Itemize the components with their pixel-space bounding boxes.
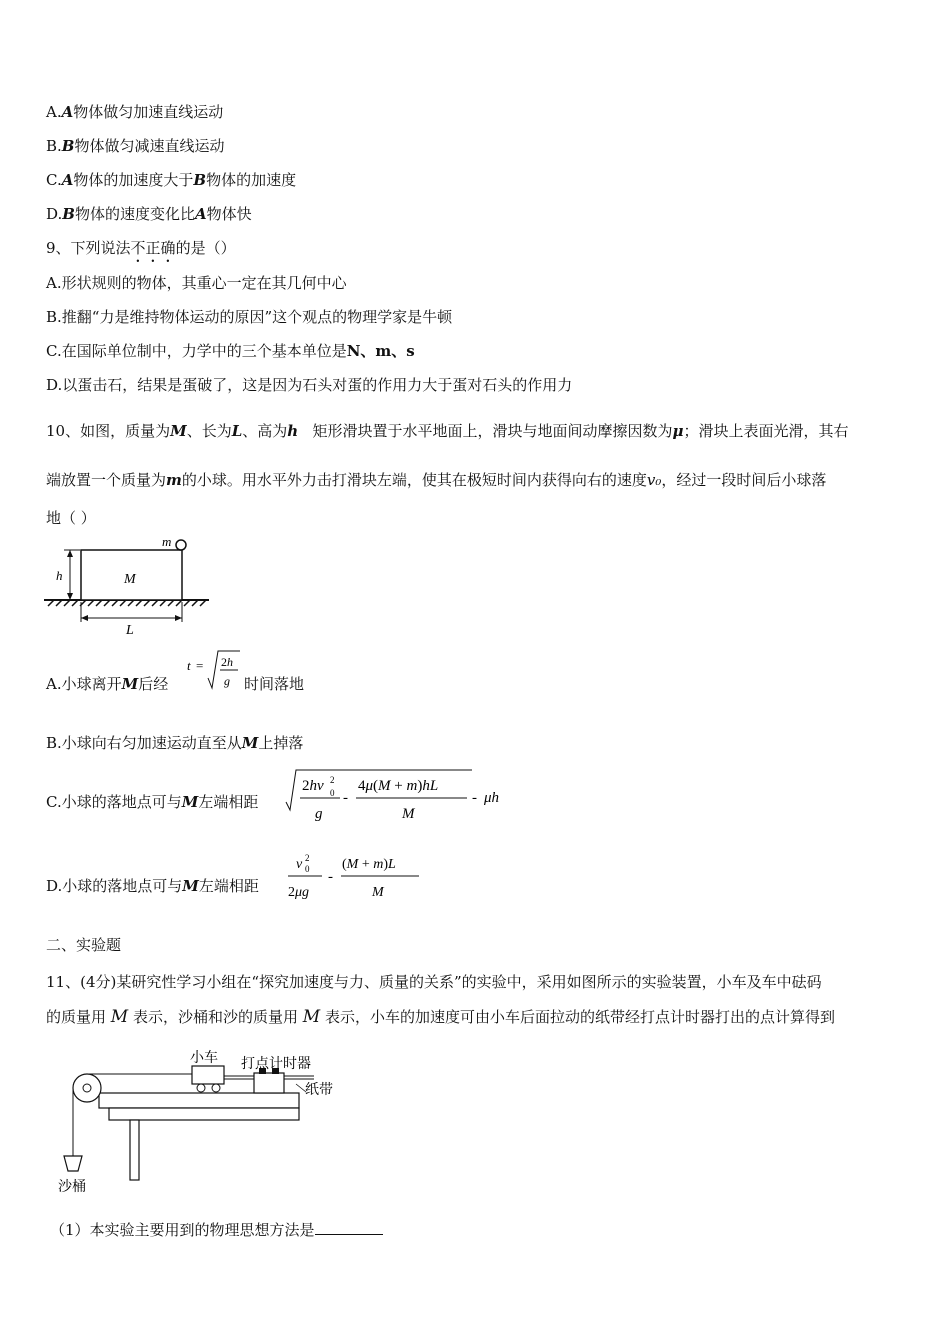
label-cart: 小车 bbox=[190, 1049, 218, 1065]
label-tape: 纸带 bbox=[305, 1081, 333, 1097]
q10-option-b: B.小球向右匀加速运动直至从M上掉落 bbox=[46, 734, 304, 752]
svg-text:2h: 2h bbox=[221, 655, 233, 669]
svg-text:-: - bbox=[343, 790, 348, 806]
formula-c bbox=[284, 766, 516, 828]
q10-stem-line3: 地（ ） bbox=[46, 509, 96, 527]
q9-stem: 9、下列说法不正确的是（） bbox=[46, 239, 236, 257]
q8-option-d: D.B物体的速度变化比A物体快 bbox=[46, 205, 252, 223]
svg-text:t: t bbox=[187, 658, 191, 673]
svg-text:2hv: 2hv bbox=[302, 778, 324, 794]
q10-stem-line2: 端放置一个质量为m的小球。用水平外力击打滑块左端，使其在极短时间内获得向右的速度v₀，经过一段时间后小球落 bbox=[46, 471, 827, 489]
section-title: 二、实验题 bbox=[46, 936, 122, 954]
svg-text:2: 2 bbox=[330, 775, 335, 785]
q10-option-d: D.小球的落地点可与M左端相距 bbox=[46, 877, 259, 895]
q9-option-a: A.形状规则的物体，其重心一定在其几何中心 bbox=[46, 274, 347, 292]
label-L: L bbox=[126, 623, 134, 638]
q8-option-b: B.B物体做匀减速直线运动 bbox=[46, 137, 225, 155]
answer-blank[interactable] bbox=[315, 1220, 383, 1235]
svg-text:-: - bbox=[472, 790, 477, 806]
q8-option-c: C.A物体的加速度大于B物体的加速度 bbox=[46, 171, 297, 189]
label-M: M bbox=[124, 572, 136, 587]
q10-figure-block bbox=[44, 532, 214, 640]
ball bbox=[176, 540, 186, 550]
label-m: m bbox=[162, 534, 172, 549]
svg-text:-: - bbox=[328, 869, 333, 885]
q11-stem-line1: 11、(4分)某研究性学习小组在“探究加速度与力、质量的关系”的实验中，采用如图所示的实验装置，小车及车中砝码 bbox=[46, 973, 822, 991]
svg-text:(M + m)L: (M + m)L bbox=[342, 857, 396, 872]
label-timer: 打点计时器 bbox=[241, 1055, 311, 1071]
svg-text:g: g bbox=[224, 674, 230, 688]
q11-sub1: （1）本实验主要用到的物理思想方法是 bbox=[50, 1220, 383, 1240]
q9-option-c: C.在国际单位制中，力学中的三个基本单位是N、m、s bbox=[46, 342, 415, 360]
q10-stem-line1: 10、如图，质量为M、长为L、高为h 矩形滑块置于水平地面上，滑块与地面间动摩擦因数为μ；滑块上表面光滑，其右 bbox=[46, 422, 849, 440]
svg-text:M: M bbox=[402, 806, 415, 822]
label-h: h bbox=[56, 568, 63, 583]
svg-text:v: v bbox=[296, 857, 303, 872]
svg-text:2μg: 2μg bbox=[288, 885, 310, 900]
svg-text:μh: μh bbox=[484, 790, 500, 806]
q10-option-a: A.小球离开M后经 bbox=[46, 675, 169, 693]
svg-text:0: 0 bbox=[305, 864, 310, 874]
svg-text:4μ(M + m)hL: 4μ(M + m)hL bbox=[358, 778, 439, 794]
q11-stem-line2: 的质量用 M 表示，沙桶和沙的质量用 M 表示，小车的加速度可由小车后面拉动的纸带经打点计时器打出的点计算得到 bbox=[46, 1007, 836, 1027]
formula-a-sqrt bbox=[182, 648, 242, 696]
q10-option-a-tail: 时间落地 bbox=[244, 675, 305, 693]
label-bucket: 沙桶 bbox=[58, 1178, 86, 1194]
q9-option-d: D.以蛋击石，结果是蛋破了，这是因为石头对蛋的作用力大于蛋对石头的作用力 bbox=[46, 376, 573, 394]
svg-text:0: 0 bbox=[330, 788, 335, 798]
svg-text:g: g bbox=[315, 806, 323, 822]
q11-figure-apparatus bbox=[54, 1048, 354, 1198]
svg-text:M: M bbox=[372, 885, 384, 900]
q10-option-c: C.小球的落地点可与M左端相距 bbox=[46, 793, 259, 811]
q8-option-a: A.A物体做匀加速直线运动 bbox=[46, 103, 224, 121]
q9-option-b: B.推翻“力是维持物体运动的原因”这个观点的物理学家是牛顿 bbox=[46, 308, 453, 326]
formula-d bbox=[286, 850, 426, 904]
svg-text:2: 2 bbox=[305, 853, 310, 863]
svg-text:=: = bbox=[196, 658, 204, 673]
